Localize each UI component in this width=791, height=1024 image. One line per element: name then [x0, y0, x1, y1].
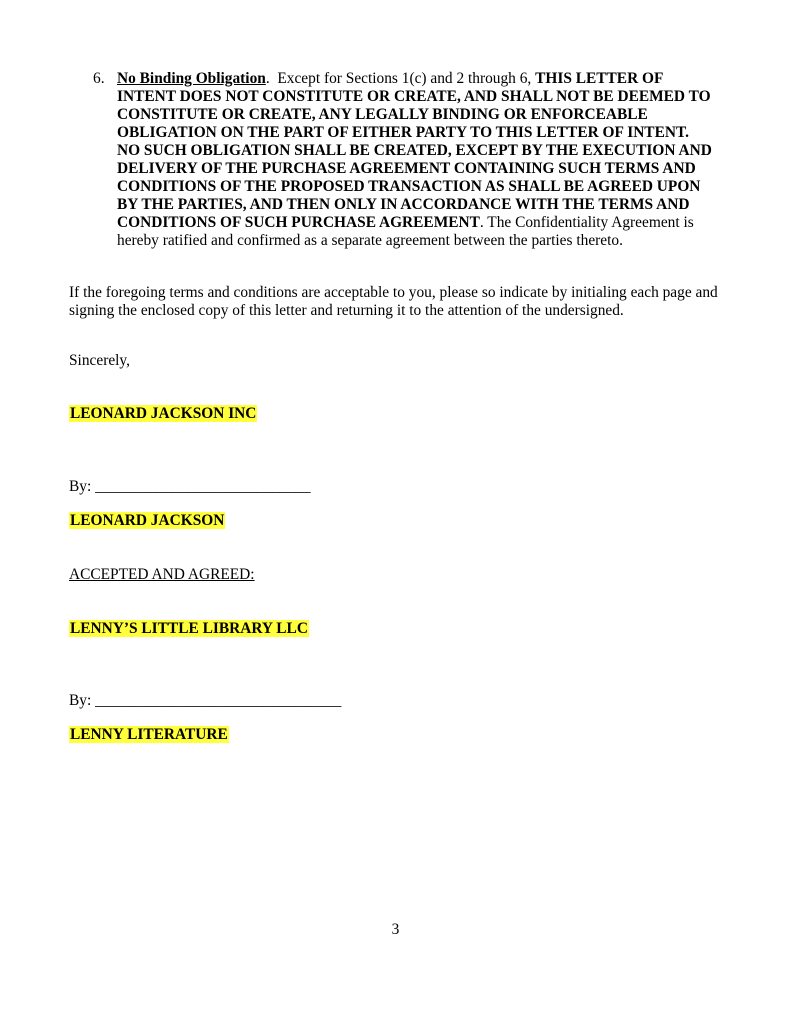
page-number: 3	[391, 921, 400, 938]
section-tail: . The Confidentiality Agreement is hereby ratified and confirmed as a separate agreement between the parties thereto.	[117, 214, 694, 249]
section-bold-text: THIS LETTER OF INTENT DOES NOT CONSTITUTE OR CREATE, AND SHALL NOT BE DEEMED TO CONSTITUTE OR CREATE, ANY LEGALLY BINDING OR ENFORCEABLE OBLIGATION ON THE PART OF EITHER PARTY TO THIS LETTER OF INTENT. NO SUCH OBLIGATION SHALL BE CREATED, EXCEPT BY THE EXECUTION AND DELIVERY OF THE PURCHASE AGREEMENT CONTAINING SUCH TERMS AND CONDITIONS OF THE PROPOSED TRANSACTION AS SHALL BE AGREED UPON BY THE PARTIES, AND THEN ONLY IN ACCORDANCE WITH THE TERMS AND CONDITIONS OF SUCH PURCHASE AGREEMENT	[117, 70, 712, 231]
section-6-no-binding-obligation	[93, 70, 713, 250]
section-intro: Except for Sections 1(c) and 2 through 6,	[269, 70, 536, 87]
acceptor-signature-line: By: ________________________________	[69, 692, 342, 709]
sender-signer-name: LEONARD JACKSON	[70, 512, 225, 529]
closing-paragraph: If the foregoing terms and conditions are acceptable to you, please so indicate by initialing each page and signing the enclosed copy of this letter and returning it to the attention of the undersigned.	[69, 284, 718, 319]
section-body	[117, 70, 713, 250]
section-title-suffix: .	[265, 70, 270, 87]
accepted-agreed-heading: ACCEPTED AND AGREED:	[69, 566, 255, 583]
section-title: No Binding Obligation	[117, 70, 266, 87]
acceptor-company: LENNY’S LITTLE LIBRARY LLC	[70, 620, 308, 637]
section-number: 6.	[93, 70, 105, 87]
sender-company: LEONARD JACKSON INC	[70, 405, 257, 422]
signoff: Sincerely,	[69, 352, 130, 369]
sender-signature-line: By: ____________________________	[69, 478, 311, 495]
acceptor-signer-name: LENNY LITERATURE	[70, 726, 228, 743]
